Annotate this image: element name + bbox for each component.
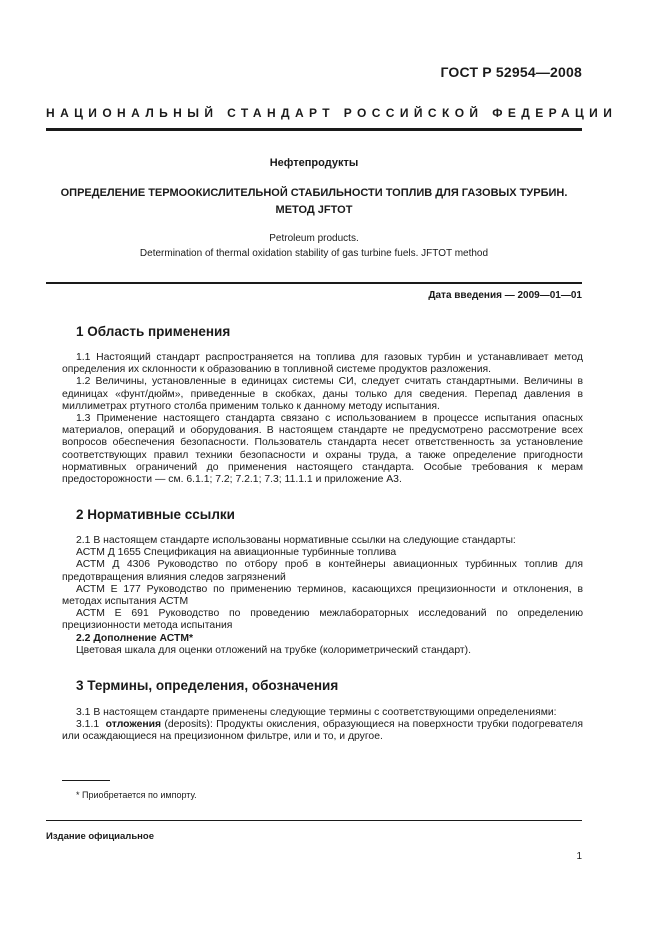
section-1-heading: 1 Область применения xyxy=(76,324,231,339)
section-1-body xyxy=(62,352,583,486)
paragraph-1-3: 1.3 Применение настоящего стандарта связано с использованием в процессе испытания опасных материалов, операций и оборудования. В настоящем стандарте не предусмотрено рассмотрение всех вопросов обеспечения безопасности. Пользователь стандарта несет ответственность за установление соответствующих правил техники безопасности и охраны труда, а также определение пригодности нормативных ограничений до применения настоящего стандарта. Особые требования к мерам предосторожности — см. 6.1.1; 7.2; 7.2.1; 7.3; 11.1.1 и приложение А3. xyxy=(62,413,583,486)
paragraph-3-1-1-number: 3.1.1 xyxy=(76,719,100,731)
national-standard-banner: НАЦИОНАЛЬНЫЙ СТАНДАРТ РОССИЙСКОЙ ФЕДЕРАЦИИ xyxy=(46,106,618,120)
document-subtitle: Нефтепродукты xyxy=(269,157,359,169)
title-line-1: ОПРЕДЕЛЕНИЕ ТЕРМООКИСЛИТЕЛЬНОЙ СТАБИЛЬНОСТИ ТОПЛИВ ДЛЯ ГАЗОВЫХ ТУРБИН. xyxy=(60,187,568,199)
footer-rule xyxy=(46,820,582,821)
footnote-rule xyxy=(62,780,110,781)
reference-astm-d1655: АСТМ Д 1655 Спецификация на авиационные турбинные топлива xyxy=(76,547,397,559)
document-code: ГОСТ Р 52954—2008 xyxy=(440,64,582,80)
paragraph-3-1-1 xyxy=(62,719,583,743)
term-deposits: отложения xyxy=(105,719,162,731)
paragraph-1-2: 1.2 Величины, установленные в единицах системы СИ, следует считать стандартными. Величины в единицах «фунт/дюйм», приведенные в скобках, даны только для сведения. Перепад давления в миллиметрах ртутного столба применим только к данному методу испытания. xyxy=(62,376,583,412)
date-of-introduction: Дата введения — 2009—01—01 xyxy=(428,290,582,301)
title-line-2: МЕТОД JFTOT xyxy=(275,204,353,216)
header-rule xyxy=(46,128,582,131)
reference-astm-d4306: АСТМ Д 4306 Руководство по отбору проб в контейнеры авиационных турбинных топлив для предотвращения влияния следов загрязнений xyxy=(62,559,583,583)
subsection-2-2-text: Цветовая шкала для оценки отложений на трубке (колориметрический стандарт). xyxy=(76,644,471,656)
term-deposits-definition: (deposits): Продукты окисления, образующиеся на поверхности трубки подогревателя или осаждающиеся на прецизионном фильтре, или и то, и другое. xyxy=(62,719,583,743)
section-2-body xyxy=(62,535,583,657)
english-title-line-2: Determination of thermal oxidation stability of gas turbine fuels. JFTOT method xyxy=(139,248,489,259)
paragraph-1-1: 1.1 Настоящий стандарт распространяется на топлива для газовых турбин и устанавливает метод определения их склонности к образованию в топливной системе продуктов разложения. xyxy=(62,352,583,376)
english-title xyxy=(46,231,582,261)
subsection-2-2-heading: 2.2 Дополнение АСТМ* xyxy=(76,632,194,644)
section-3-body xyxy=(62,707,583,744)
paragraph-3-1: 3.1 В настоящем стандарте применены следующие термины с соответствующими определениями: xyxy=(76,707,557,718)
page-number: 1 xyxy=(576,851,582,862)
paragraph-2-1: 2.1 В настоящем стандарте использованы нормативные ссылки на следующие стандарты: xyxy=(76,535,516,546)
document-title xyxy=(46,185,582,219)
english-title-line-1: Petroleum products. xyxy=(269,233,359,244)
footnote: * Приобретается по импорту. xyxy=(76,790,197,800)
edition-label: Издание официальное xyxy=(46,831,154,842)
section-3-heading: 3 Термины, определения, обозначения xyxy=(76,678,339,693)
reference-astm-e177: АСТМ Е 177 Руководство по применению терминов, касающихся прецизионности и отклонения, в методах испытания АСТМ xyxy=(62,583,583,608)
title-rule xyxy=(46,282,582,284)
section-2-heading: 2 Нормативные ссылки xyxy=(76,507,235,522)
reference-astm-e691: АСТМ Е 691 Руководство по проведению межлабораторных исследований по определению прецизионности метода испытания xyxy=(62,608,583,632)
